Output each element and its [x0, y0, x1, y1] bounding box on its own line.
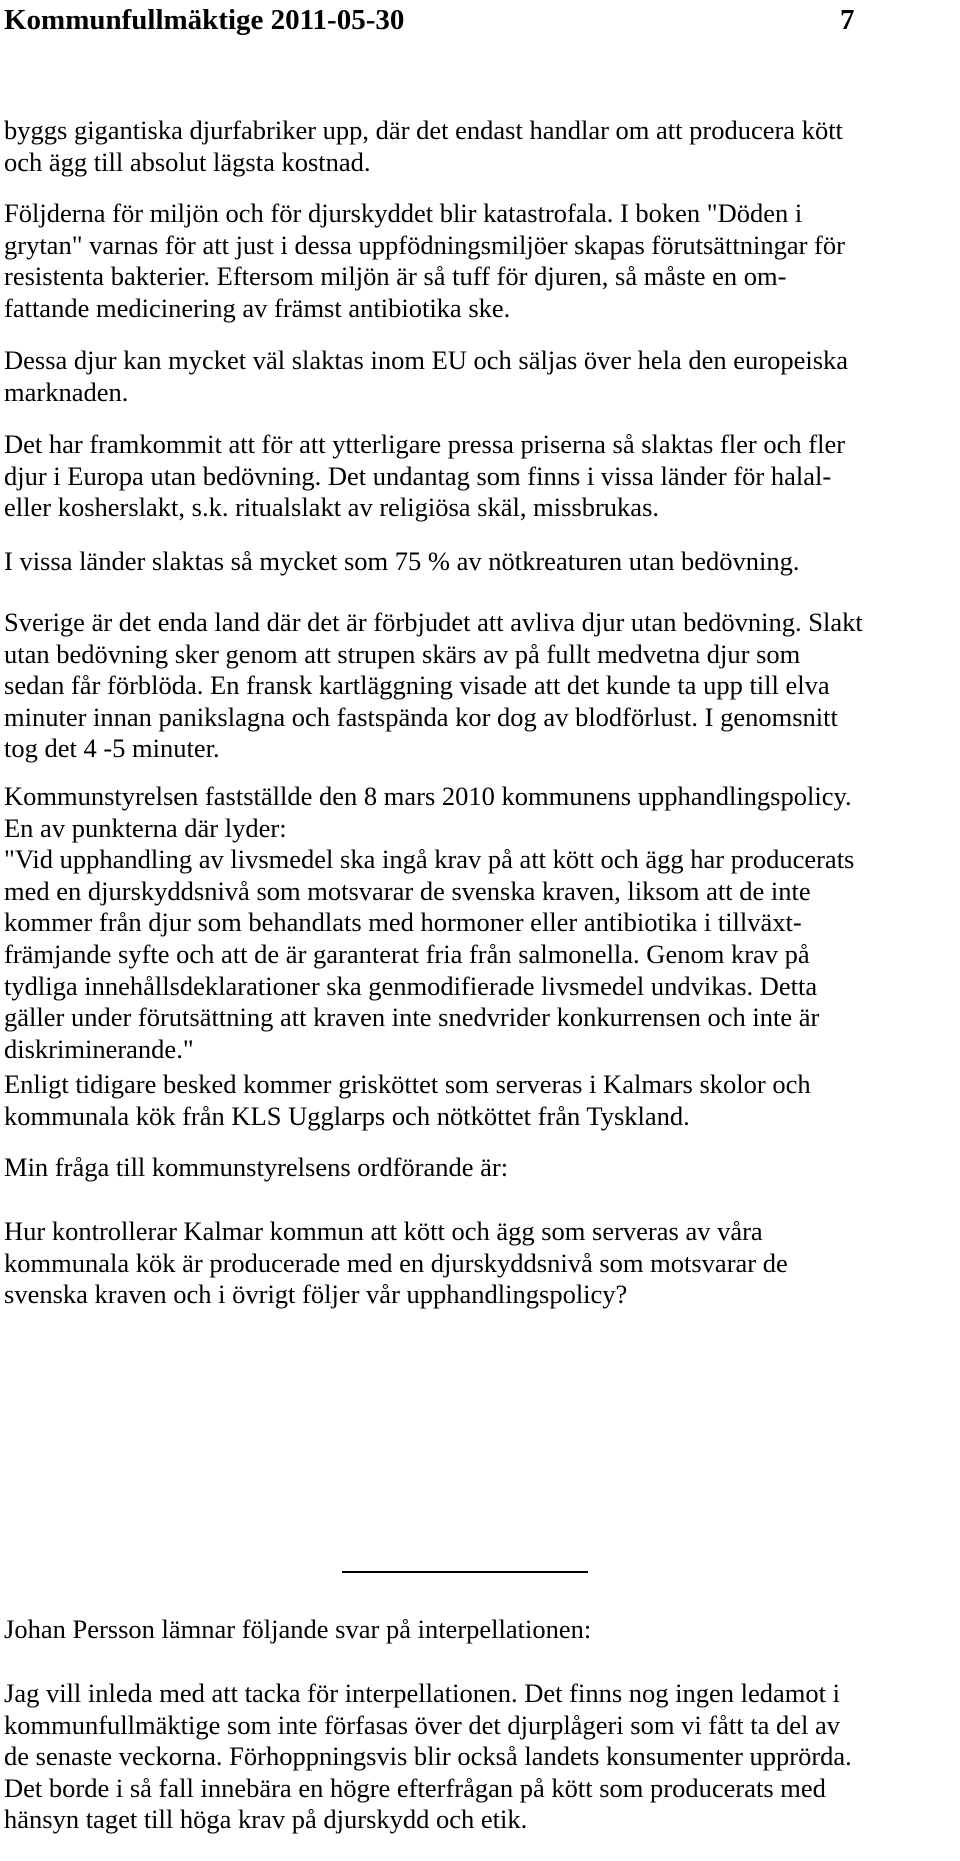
text-line: Kommunstyrelsen fastställde den 8 mars 2010 kommunens upphandlingspolicy.: [4, 781, 852, 811]
text-line: Johan Persson lämnar följande svar på interpellationen:: [4, 1614, 592, 1644]
text-line: Enligt tidigare besked kommer grisköttet som serveras i Kalmars skolor och: [4, 1069, 811, 1099]
text-line: gäller under förutsättning att kraven inte snedvrider konkurrensen och inte är: [4, 1002, 820, 1033]
paragraph: [4, 1216, 956, 1311]
paragraph: [4, 546, 956, 578]
text-line: Det har framkommit att för att ytterligare pressa priserna så slaktas fler och fler: [4, 429, 846, 459]
text-line: sedan får förblöda. En fransk kartläggning visade att det kunde ta upp till elva: [4, 670, 830, 701]
page-number: 7: [840, 4, 855, 36]
text-line: kommunala kök är producerade med en djurskyddsnivå som motsvarar de: [4, 1247, 788, 1278]
text-line: Jag vill inleda med att tacka för interpellationen. Det finns nog ingen ledamot i: [4, 1678, 840, 1708]
paragraph: [4, 345, 956, 408]
text-line: kommunala kök från KLS Ugglarps och nötköttet från Tyskland.: [4, 1100, 690, 1131]
text-line: fattande medicinering av främst antibiotika ske.: [4, 292, 511, 323]
text-line: Min fråga till kommunstyrelsens ordförande är:: [4, 1152, 509, 1182]
text-line: grytan" varnas för att just i dessa uppfödningsmiljöer skapas förutsättningar för: [4, 229, 845, 260]
text-line: djur i Europa utan bedövning. Det undantag som finns i vissa länder för halal-: [4, 460, 832, 491]
paragraph: [4, 198, 956, 324]
text-line: Hur kontrollerar Kalmar kommun att kött och ägg som serveras av våra: [4, 1216, 763, 1246]
text-line: och ägg till absolut lägsta kostnad.: [4, 146, 371, 177]
text-line: I vissa länder slaktas så mycket som 75 % av nötkreaturen utan bedövning.: [4, 546, 800, 576]
text-line: En av punkterna där lyder:: [4, 812, 287, 843]
text-line: utan bedövning sker genom att strupen skärs av på fullt medvetna djur som: [4, 638, 801, 669]
text-line: hänsyn taget till höga krav på djurskydd och etik.: [4, 1804, 528, 1835]
text-line: Följderna för miljön och för djurskyddet blir katastrofala. I boken "Döden i: [4, 198, 803, 228]
text-line: kommunfullmäktige som inte förfasas över det djurplågeri som vi fått ta del av: [4, 1709, 841, 1740]
section-separator: [342, 1571, 588, 1573]
text-line: diskriminerande.": [4, 1033, 194, 1064]
text-line: tydliga innehållsdeklarationer ska genmodifierade livsmedel undvikas. Detta: [4, 970, 818, 1001]
text-line: de senaste veckorna. Förhoppningsvis blir också landets konsumenter upprörda.: [4, 1741, 852, 1772]
text-line: marknaden.: [4, 376, 129, 407]
text-line: främjande syfte och att de är garanterat fria från salmonella. Genom krav på: [4, 938, 810, 969]
text-line: tog det 4 -5 minuter.: [4, 733, 220, 764]
paragraph: [4, 429, 956, 524]
text-line: eller kosherslakt, s.k. ritualslakt av religiösa skäl, missbrukas.: [4, 492, 660, 523]
paragraph: [4, 1069, 956, 1132]
text-line: Dessa djur kan mycket väl slaktas inom EU och säljas över hela den europeiska: [4, 345, 849, 375]
text-line: "Vid upphandling av livsmedel ska ingå krav på att kött och ägg har producerats: [4, 844, 855, 875]
text-line: kommer från djur som behandlats med hormoner eller antibiotika i tillväxt-: [4, 907, 802, 938]
text-line: Sverige är det enda land där det är förbjudet att avliva djur utan bedövning. Slakt: [4, 607, 863, 637]
paragraph: [4, 607, 956, 765]
paragraph: [4, 781, 956, 1065]
text-line: resistenta bakterier. Eftersom miljön är så tuff för djuren, så måste en om-: [4, 261, 787, 292]
text-line: med en djurskyddsnivå som motsvarar de svenska kraven, liksom att de inte: [4, 875, 811, 906]
page-header: [4, 0, 854, 40]
paragraph: [4, 115, 956, 178]
text-line: Det borde i så fall innebära en högre efterfrågan på kött som producerats med: [4, 1772, 826, 1803]
header-title: Kommunfullmäktige 2011-05-30: [4, 4, 405, 36]
text-line: svenska kraven och i övrigt följer vår upphandlingspolicy?: [4, 1279, 628, 1310]
paragraph: [4, 1614, 956, 1646]
paragraph: [4, 1678, 956, 1836]
paragraph: [4, 1152, 956, 1184]
text-line: minuter innan panikslagna och fastspända kor dog av blodförlust. I genomsnitt: [4, 701, 838, 732]
text-line: byggs gigantiska djurfabriker upp, där det endast handlar om att producera kött: [4, 115, 843, 145]
